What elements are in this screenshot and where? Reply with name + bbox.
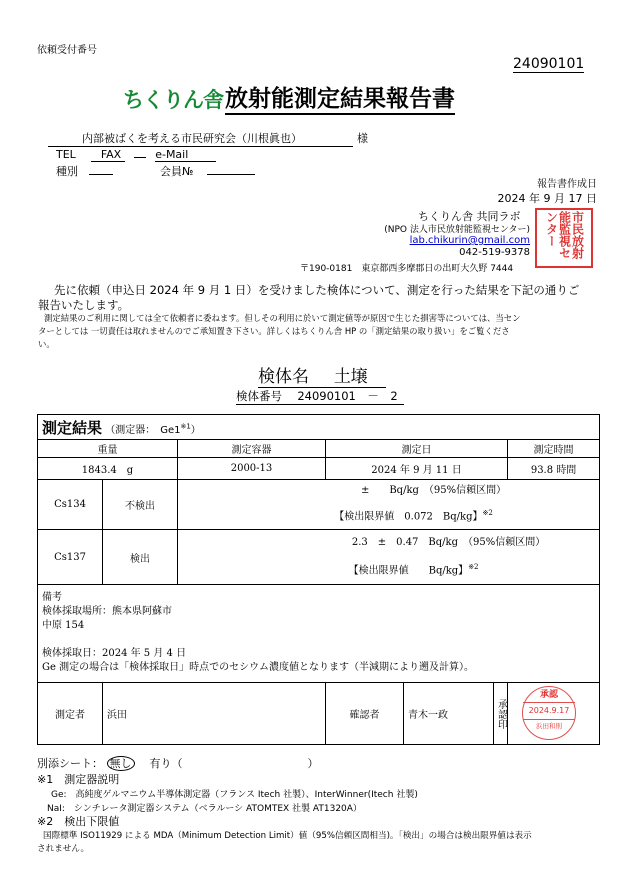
sample-name-value: 土壌 bbox=[333, 367, 368, 387]
member-field bbox=[207, 174, 255, 175]
lab-address: 〒190-0181 東京都西多摩郡日の出町大久野 7444 bbox=[300, 264, 514, 274]
intro-note3: い。 bbox=[38, 339, 55, 349]
sample-name bbox=[258, 362, 386, 388]
cs137-result bbox=[178, 530, 600, 585]
stamp-title: 承認 bbox=[523, 687, 575, 703]
footnote2-line2: されません。 bbox=[37, 844, 90, 854]
device-suffix: ） bbox=[190, 424, 201, 436]
approval-stamp bbox=[522, 686, 576, 740]
cs137-nuclide: Cs137 bbox=[38, 530, 103, 585]
cs137-line2: 【検出限界値 Bq/kg】 bbox=[348, 565, 469, 577]
cs134-nuclide: Cs134 bbox=[38, 480, 103, 530]
contact-line bbox=[56, 148, 216, 161]
value-date: 2024 年 9 月 11 日 bbox=[326, 458, 508, 480]
stamp-name: 浜田和則 bbox=[536, 722, 562, 730]
cs137-sup: ※2 bbox=[468, 562, 479, 571]
header-time: 測定時間 bbox=[508, 440, 600, 458]
measurer-name: 浜田 bbox=[103, 683, 326, 745]
footnote1-nai: NaI: シンチレータ測定器システム（ベラルーシ ATOMTEX 社製 AT1320A） bbox=[47, 804, 362, 814]
sample-number bbox=[236, 388, 404, 405]
device-prefix: （測定器： Ge1 bbox=[105, 424, 181, 436]
value-time: 93.8 時間 bbox=[508, 458, 600, 480]
header-container: 測定容器 bbox=[178, 440, 326, 458]
value-container: 2000-13 bbox=[178, 458, 326, 480]
header-date: 測定日 bbox=[326, 440, 508, 458]
fax-label: FAX bbox=[100, 148, 122, 161]
remarks-title: 備考 bbox=[42, 592, 62, 603]
footnote2-title: ※2 検出下限値 bbox=[37, 815, 120, 828]
attachments-close: ） bbox=[307, 757, 319, 770]
approval-label-cell bbox=[494, 683, 508, 745]
results-table bbox=[37, 414, 600, 745]
report-date: 2024 年 9 月 17 日 bbox=[497, 192, 597, 205]
type-line bbox=[56, 163, 78, 179]
approval-stamp-cell bbox=[508, 683, 600, 745]
remarks-line4: Ge 測定の場合は「検体採取日」時点でのセシウム濃度値となります（半減期により遡及計算）。 bbox=[42, 662, 474, 673]
lab-name: ちくりん舎 共同ラボ bbox=[418, 210, 521, 223]
cs134-sup: ※2 bbox=[482, 509, 493, 518]
email-field bbox=[155, 148, 216, 162]
cs137-line1: 2.3 ± 0.47 Bq/kg （95%信頼区間） bbox=[351, 536, 546, 548]
lab-phone: 042-519-9378 bbox=[459, 247, 530, 258]
report-title bbox=[225, 85, 455, 115]
cs134-line2: 【検出限界値 0.072 Bq/kg】 bbox=[334, 511, 483, 523]
device-sup: ※1 bbox=[180, 422, 191, 431]
checker-name: 青木一政 bbox=[404, 683, 494, 745]
tel-label: TEL bbox=[56, 148, 76, 161]
lab-org: (NPO 法人市民放射能監視センター) bbox=[384, 225, 530, 235]
report-date-label: 報告書作成日 bbox=[537, 179, 597, 190]
cs134-line1: ± Bq/kg （95%信頼区間） bbox=[360, 485, 507, 497]
intro-note1: 測定結果のご利用に関しては全て依頼者に委ねます。但しその利用に於いて測定値等が原因で生じた損害等については、当セン bbox=[44, 313, 521, 323]
remarks-line3: 検体採取日：2024 年 5 月 4 日 bbox=[42, 648, 187, 659]
cs134-result bbox=[178, 480, 600, 530]
client-name: 内部被ばくを考える市民研究会（川根眞也） bbox=[82, 132, 302, 145]
intro-note2: ターとしては 一切責任は取れませんのでご承知置き下さい。詳しくはちくりん舎 HP の「測定結果の取り扱い」をご覧くださ bbox=[38, 326, 510, 336]
attachments-line bbox=[37, 755, 319, 771]
sample-number-label: 検体番号 bbox=[236, 389, 282, 403]
cs134-line2-wrap bbox=[178, 502, 599, 528]
attachments-none: 無し bbox=[107, 756, 135, 771]
header-weight: 重量 bbox=[38, 440, 178, 458]
stamp-date: 2024.9.17 bbox=[523, 703, 575, 720]
value-weight: 1843.4 g bbox=[38, 458, 178, 480]
measurer-label: 測定者 bbox=[38, 683, 103, 745]
attachments-some: 有り（ bbox=[149, 757, 183, 770]
fax-field bbox=[91, 148, 125, 162]
client-honorific: 様 bbox=[357, 132, 368, 145]
attachments-label: 別添シート： bbox=[37, 757, 103, 770]
request-number-label: 依頼受付番号 bbox=[37, 45, 97, 56]
member-label: 会員№ bbox=[160, 165, 194, 178]
cs134-status: 不検出 bbox=[103, 480, 178, 530]
type-field bbox=[89, 174, 113, 175]
email-label: e-Mail bbox=[155, 148, 189, 161]
cs137-status: 検出 bbox=[103, 530, 178, 585]
sample-number-value: 24090101 － 2 bbox=[297, 389, 398, 403]
lab-seal bbox=[535, 208, 593, 268]
logo-text: ちくりん舎 bbox=[123, 88, 223, 112]
approval-label: 承認印 bbox=[495, 698, 507, 729]
footnote1-title: ※1 測定器説明 bbox=[37, 773, 120, 786]
remarks-line2: 中原 154 bbox=[42, 620, 85, 631]
client-name-line bbox=[48, 130, 353, 147]
logo bbox=[123, 84, 223, 114]
checker-label: 確認者 bbox=[326, 683, 404, 745]
request-number: 24090101 bbox=[513, 56, 585, 72]
lab-email[interactable]: lab.chikurin@gmail.com bbox=[409, 235, 530, 246]
results-title-cell bbox=[38, 415, 600, 440]
results-title: 測定結果 bbox=[42, 418, 103, 437]
footnote1-ge: Ge: 高純度ゲルマニウム半導体測定器（フランス Itech 社製）、InterWinner(Itech 社製) bbox=[51, 790, 418, 800]
footnote2-line1: 国際標準 ISO11929 による MDA（Minimum Detection Limit）値（95%信頼区間相当)。「検出」の場合は検出限界値は表示 bbox=[43, 831, 532, 841]
remarks-cell bbox=[38, 585, 600, 683]
report-title-text: 放射能測定結果報告書 bbox=[225, 86, 455, 112]
remarks-line1: 検体採取場所：熊本県阿蘇市 bbox=[42, 606, 172, 617]
sample-name-label: 検体名 bbox=[258, 367, 309, 387]
type-label: 種別 bbox=[56, 165, 78, 178]
cs137-line2-wrap bbox=[178, 555, 599, 583]
intro-line1: 先に依頼（申込日 2024 年 9 月 1 日）を受けました検体について、測定を行った結果を下記の通りご bbox=[54, 283, 580, 297]
intro-line2: 報告いたします。 bbox=[38, 298, 130, 312]
lab-seal-text: 市民放射能監視センター bbox=[544, 211, 585, 259]
